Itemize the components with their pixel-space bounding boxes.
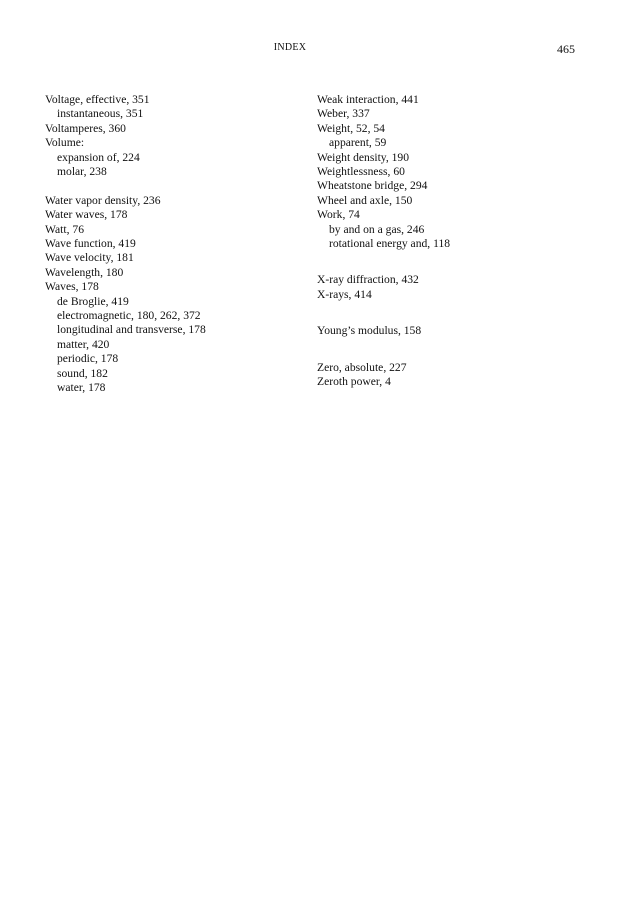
index-subentry: longitudinal and transverse, 178	[57, 323, 206, 337]
page-number: 465	[557, 42, 575, 56]
letter-group-spacer	[45, 179, 295, 193]
index-entry: X-ray diffraction, 432	[317, 273, 419, 287]
letter-group-spacer	[317, 339, 587, 361]
index-entry: Water waves, 178	[45, 208, 128, 222]
index-subentry: instantaneous, 351	[57, 107, 144, 121]
index-entry: Volume:	[45, 136, 85, 150]
index-entry: Voltage, effective, 351	[45, 93, 150, 106]
index-column-right	[317, 93, 587, 390]
index-entry: Voltamperes, 360	[45, 121, 126, 135]
index-column-left	[45, 93, 295, 396]
index-entry: Weak interaction, 441	[317, 93, 419, 106]
index-entry: Weber, 337	[317, 107, 370, 121]
index-subentry: de Broglie, 419	[57, 294, 129, 308]
index-subentry: sound, 182	[57, 366, 108, 380]
index-subentry: electromagnetic, 180, 262, 372	[57, 309, 201, 323]
index-entry: Wave function, 419	[45, 237, 136, 251]
running-title: INDEX	[273, 42, 307, 53]
index-entry: Weight density, 190	[317, 150, 410, 164]
index-entry: Zeroth power, 4	[317, 375, 391, 389]
index-entry: Water vapor density, 236	[45, 193, 161, 207]
letter-group-spacer	[317, 302, 587, 324]
index-subentry: by and on a gas, 246	[329, 222, 425, 236]
index-subentry: water, 178	[57, 381, 106, 395]
running-head	[0, 42, 619, 56]
index-subentry: molar, 238	[57, 165, 107, 179]
index-entry: Wavelength, 180	[45, 265, 124, 279]
index-subentry: rotational energy and, 118	[329, 237, 451, 251]
letter-group-spacer	[317, 251, 587, 273]
index-entry: Watt, 76	[45, 222, 84, 236]
index-entry: Wheel and axle, 150	[317, 193, 413, 207]
index-entry: Waves, 178	[45, 280, 99, 294]
index-entry: Wave velocity, 181	[45, 251, 134, 265]
index-entry: Weightlessness, 60	[317, 165, 405, 179]
index-entry: X-rays, 414	[317, 287, 372, 301]
index-subentry: expansion of, 224	[57, 150, 140, 164]
index-entry: Weight, 52, 54	[317, 121, 385, 135]
index-subentry: matter, 420	[57, 337, 110, 351]
index-entry: Wheatstone bridge, 294	[317, 179, 428, 193]
index-entry: Young’s modulus, 158	[317, 324, 422, 338]
index-subentry: periodic, 178	[57, 352, 119, 366]
index-entry: Work, 74	[317, 208, 360, 222]
index-entry: Zero, absolute, 227	[317, 360, 407, 374]
index-subentry: apparent, 59	[329, 136, 387, 150]
